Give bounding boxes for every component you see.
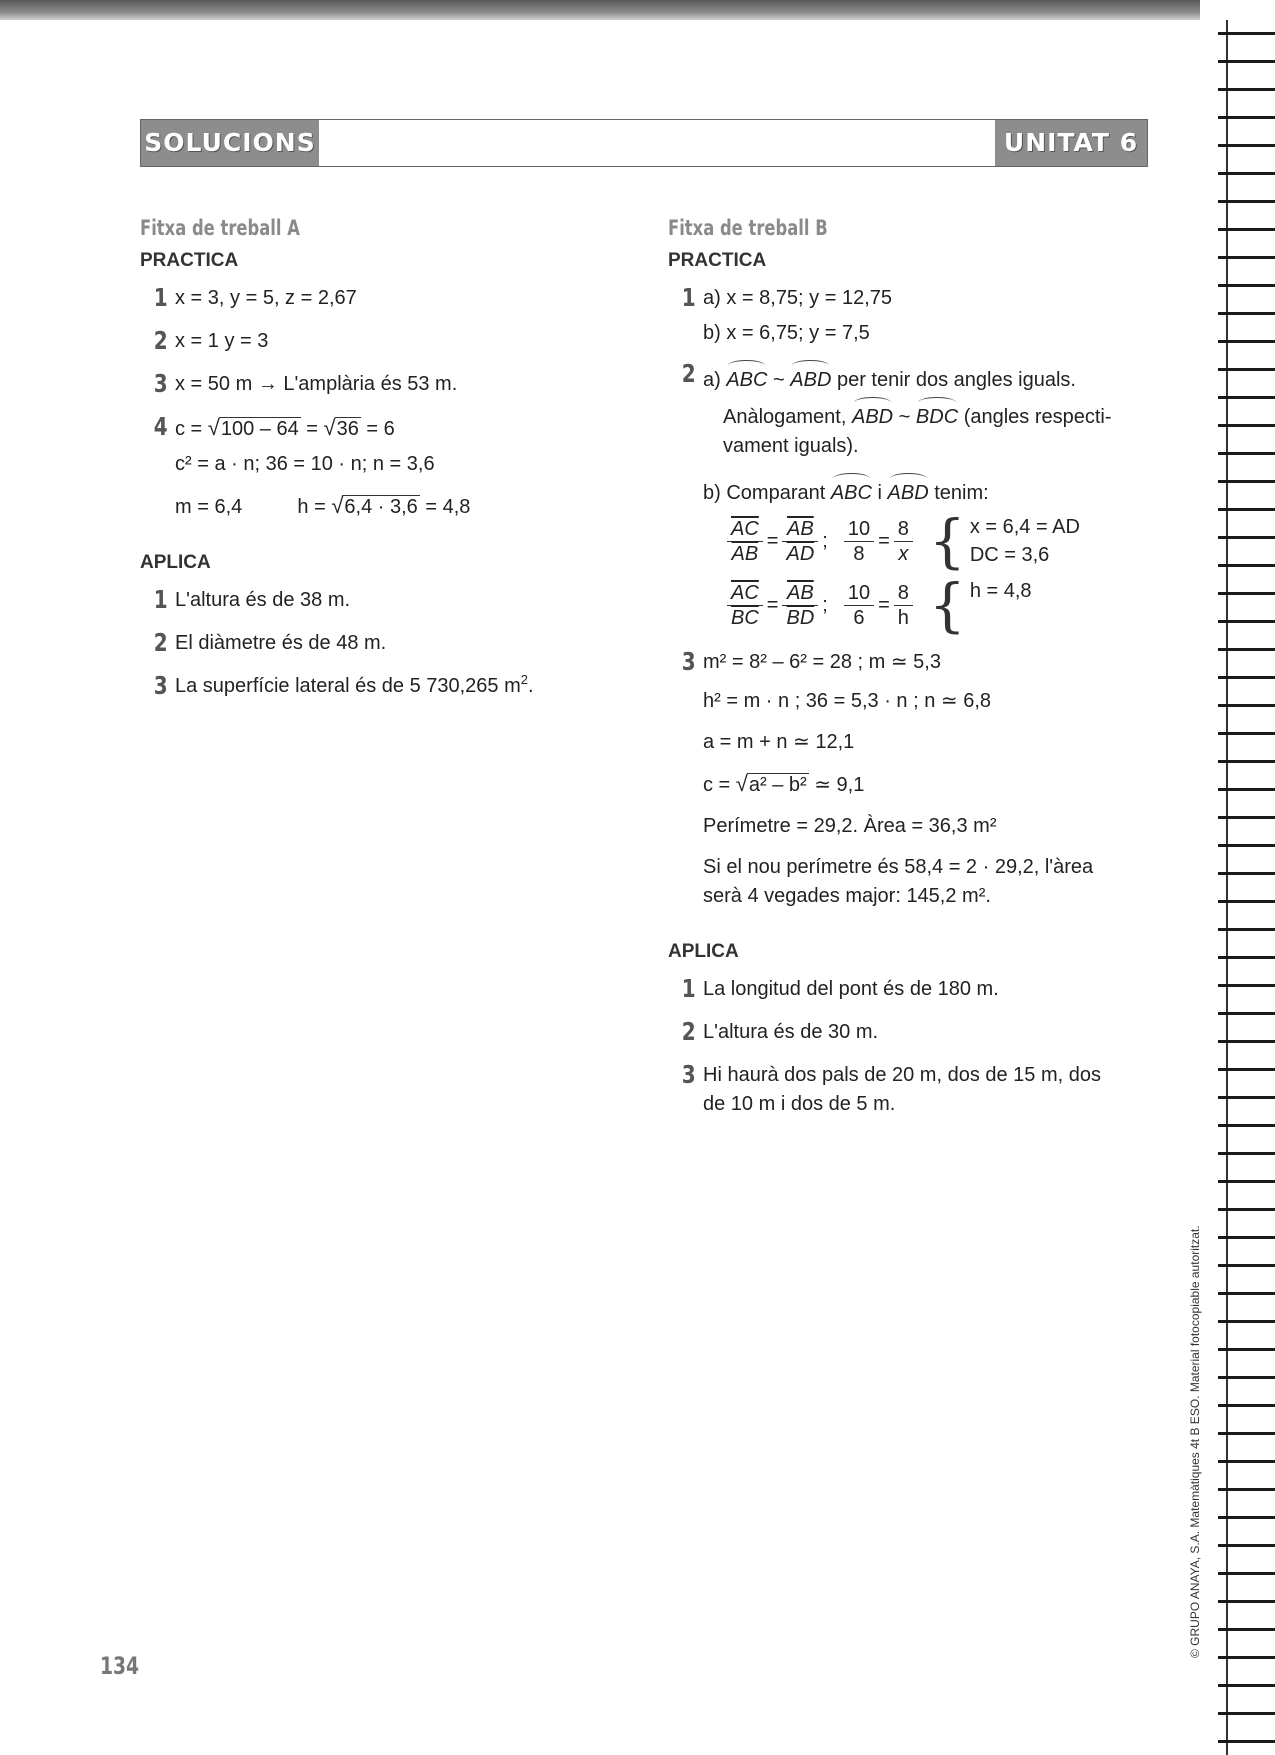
practica-heading-b: PRACTICA [668, 250, 767, 271]
answer-b-p3: 3 m² = 8² – 6² = 28 ; m ≃ 5,3 [681, 647, 941, 676]
aplica-heading-b: APLICA [668, 941, 739, 962]
answer-a-p2: 2 x = 1 y = 3 [153, 326, 269, 355]
answer-b-p1: 1 a) x = 8,75; y = 12,75 [681, 283, 893, 312]
scan-top-edge [0, 0, 1200, 20]
answer-a-p1: 1 x = 3, y = 5, z = 2,67 [153, 283, 357, 312]
answer-b-p3-line7: serà 4 vegades major: 145,2 m². [703, 885, 991, 907]
worksheet-b-title: Fitxa de treball B [668, 216, 828, 240]
answer-a-p3: 3 x = 50 m → L'amplària és 53 m. [153, 369, 458, 398]
page-number: 134 [100, 1652, 140, 1680]
solucions-tab: SOLUCIONS [141, 120, 319, 166]
aplica-heading-a: APLICA [140, 552, 211, 573]
column-a [140, 210, 610, 715]
answer-b-a1: 1 La longitud del pont és de 180 m. [681, 974, 999, 1003]
copyright-notice: © GRUPO ANAYA, S.A. Matemàtiques 4t B ESO. Material fotocopiable autoritzat. [1188, 1225, 1202, 1658]
answer-b-p3-line5: Perímetre = 29,2. Àrea = 36,3 m² [703, 815, 997, 837]
column-b [668, 210, 1158, 1131]
unit-tab: UNITAT 6 [995, 120, 1147, 166]
answer-b-a2: 2 L'altura és de 30 m. [681, 1017, 879, 1046]
answer-b-p2a: 2 a) ABC ~ ABD per tenir dos angles iguals. [668, 360, 1158, 395]
answer-a-p4: 4 c = √100 – 64 = √36 = 6 [153, 412, 395, 441]
answer-a-a3: 3 La superfície lateral és de 5 730,265 $m^2$. [153, 671, 534, 700]
practica-heading-a: PRACTICA [140, 250, 239, 271]
proportion-row-1: $\frac{\overline{AC}}{AB}$ = $\frac{\overline{AB}}{AD}$ ; $\frac{10}{8}$ = $\frac{8}{x}$ { x = 6,4 = AD DC = 3,6 [723, 512, 1158, 570]
answer-b-p2a-line3: vament iguals). [723, 435, 859, 457]
answer-b-p3-line3: a = m + n ≃ 12,1 [703, 731, 855, 753]
answer-b-p3-line4: c = √a² – b² ≃ 9,1 [703, 771, 865, 796]
header-bar [140, 119, 1148, 167]
proportion-row-2: $\frac{\overline{AC}}{BC}$ = $\frac{\overline{AB}}{BD}$ ; $\frac{10}{6}$ = $\frac{8}{h}$ { h = 4,8 [723, 576, 1158, 634]
answer-a-a2: 2 El diàmetre és de 48 m. [153, 628, 387, 657]
answer-a-p4-line2: c² = a · n; 36 = 10 · n; n = 3,6 [175, 453, 435, 475]
answer-a-p4-line3: m = 6,4 h = √6,4 · 3,6 = 4,8 [175, 493, 471, 518]
answer-b-p1b: b) x = 6,75; y = 7,5 [703, 322, 870, 344]
answer-b-p2a-line2: Anàlogament, ABD ~ BDC (angles respecti- [668, 397, 1158, 432]
answer-a-a1: 1 L'altura és de 38 m. [153, 585, 351, 614]
answer-b-p2b: b) Comparant ABC i ABD tenim: [668, 473, 1158, 508]
answer-b-a3: 3 Hi haurà dos pals de 20 m, dos de 15 m, dos [681, 1060, 1102, 1089]
answer-b-a3-line2: de 10 m i dos de 5 m. [703, 1093, 896, 1115]
answer-b-p3-line6: Si el nou perímetre és 58,4 = 2 · 29,2, l'àrea [703, 856, 1094, 878]
worksheet-a-title: Fitxa de treball A [140, 216, 300, 240]
spiral-binding [1218, 20, 1275, 1755]
answer-b-p3-line2: h² = m · n ; 36 = 5,3 · n ; n ≃ 6,8 [703, 690, 992, 712]
